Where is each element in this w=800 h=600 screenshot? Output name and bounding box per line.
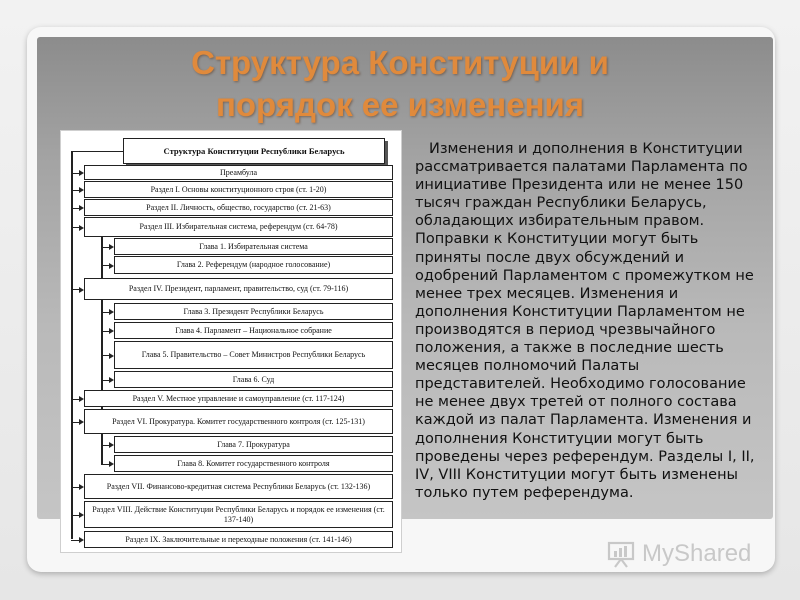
- watermark-text: MyShared: [642, 540, 752, 567]
- diagram-arrow: [79, 205, 84, 211]
- diagram-arrow: [109, 442, 114, 448]
- title-line-1: Структура Конституции и: [191, 44, 609, 81]
- diagram-arrow: [79, 170, 84, 176]
- diagram-arrow: [109, 353, 114, 359]
- diagram-section-box: Раздел VI. Прокуратура. Комитет государственного контроля (ст. 125-131): [84, 409, 393, 434]
- diagram-chapter-box: Глава 8. Комитет государственного контроля: [114, 455, 393, 472]
- body-paragraph: Изменения и дополнения в Конституции рассматривается палатами Парламента по инициативе Президента или не менее 150 тысяч граждан Республики Беларусь, обладающих избирательным правом. Поправки к Конституции могут быть приняты после двух обсуждений и одобрений Парламентом с промежутком не менее трех месяцев. Изменения и дополнения Конституции Парламентом не производятся в период чрезвычайного положения, а также в последние шесть месяцев полномочий Палаты представителей. Необходимо голосование не менее двух третей от полного состава каждой из палат Парламента. Изменения и дополнения Конституции могут быть проведены через референдум. Разделы I, II, IV, VIII Конституции могут быть изменены только путем референдума.: [415, 141, 755, 501]
- diagram-chapter-box: Глава 2. Референдум (народное голосование): [114, 256, 393, 274]
- diagram-section-box: Раздел V. Местное управление и самоуправление (ст. 117-124): [84, 390, 393, 407]
- presentation-board-icon: [606, 539, 636, 569]
- diagram-arrow: [79, 187, 84, 193]
- diagram-chapter-box: Глава 6. Суд: [114, 371, 393, 388]
- diagram-arrow: [79, 419, 84, 425]
- diagram-arrow: [109, 377, 114, 383]
- diagram-arrow: [79, 512, 84, 518]
- myshared-watermark: [606, 537, 751, 571]
- diagram-arrow: [109, 263, 114, 269]
- diagram-arrow: [109, 328, 114, 334]
- diagram-chapter-box: Глава 4. Парламент – Национальное собрание: [114, 322, 393, 339]
- diagram-trunk-line: [71, 164, 73, 539]
- amendment-procedure-text: [415, 140, 765, 502]
- diagram-section-box: Раздел IV. Президент, парламент, правительство, суд (ст. 79-116): [84, 278, 393, 300]
- diagram-arrow: [79, 537, 84, 543]
- diagram-arrow: [109, 461, 114, 467]
- diagram-arrow: [79, 287, 84, 293]
- diagram-section-box: Раздел VII. Финансово-кредитная система Республики Беларусь (ст. 132-136): [84, 474, 393, 499]
- constitution-structure-diagram: [60, 130, 402, 553]
- diagram-chapter-box: Глава 5. Правительство – Совет Министров Республики Беларусь: [114, 341, 393, 369]
- diagram-arrow: [79, 225, 84, 231]
- diagram-arrow: [109, 244, 114, 250]
- diagram-arrow: [79, 396, 84, 402]
- diagram-top-vertical: [71, 151, 73, 165]
- title-line-2: порядок ее изменения: [215, 86, 585, 123]
- diagram-chapter-box: Глава 1. Избирательная система: [114, 238, 393, 255]
- slide-title: [90, 42, 710, 126]
- diagram-section-box: Раздел IX. Заключительные и переходные положения (ст. 141-146): [84, 531, 393, 548]
- diagram-section-box: Раздел II. Личность, общество, государство (ст. 21-63): [84, 199, 393, 216]
- diagram-top-connector: [71, 151, 123, 152]
- diagram-section-box: Преамбула: [84, 165, 393, 180]
- diagram-header: Структура Конституции Республики Беларусь: [123, 138, 385, 164]
- diagram-arrow: [109, 309, 114, 315]
- diagram-arrow: [79, 484, 84, 490]
- diagram-chapter-box: Глава 7. Прокуратура: [114, 436, 393, 453]
- diagram-chapter-box: Глава 3. Президент Республики Беларусь: [114, 303, 393, 320]
- diagram-section-box: Раздел III. Избирательная система, референдум (ст. 64-78): [84, 217, 393, 237]
- diagram-section-box: Раздел VIII. Действие Конституции Республики Беларусь и порядок ее изменения (ст. 137-140): [84, 501, 393, 528]
- diagram-section-box: Раздел I. Основы конституционного строя (ст. 1-20): [84, 181, 393, 198]
